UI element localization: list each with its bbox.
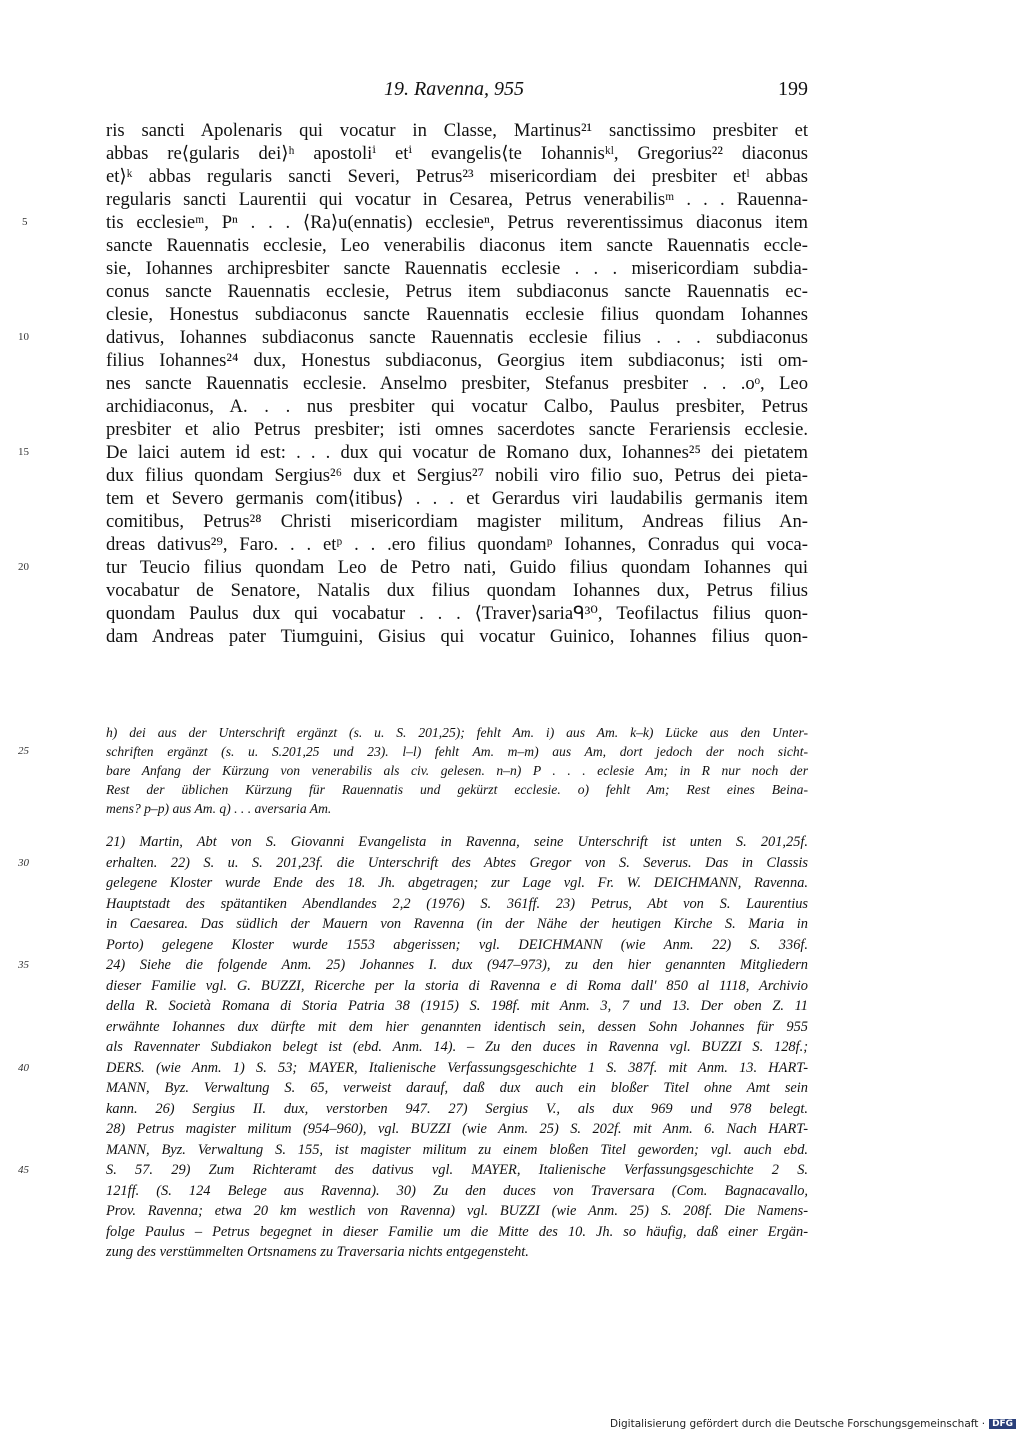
note-line: della R. Società Romana di Storia Patria 38 (1915) S. 198f. mit Anm. 3, 7 und 13. Der oben Z. 11 (106, 998, 808, 1014)
note-line (18, 1058, 808, 1079)
text-line: dux filius quondam Sergius²⁶ dux et Sergius²⁷ nobili viro filio suo, Petrus dei pieta- (106, 465, 808, 486)
note-line-content: S. 57. 29) Zum Richteramt des dativus vgl. MAYER, Italienische Verfassungsgeschichte 2 S. (106, 1162, 808, 1178)
note-line: kann. 26) Sergius II. dux, verstorben 947. 27) Sergius V., als dux 969 und 978 belegt. (106, 1100, 808, 1117)
text-line (18, 556, 808, 579)
text-line (18, 326, 808, 349)
note-line: als Ravennater Subdiakon belegt ist (ebd. Anm. 14). – Zu den duces in Ravenna vgl. BUZZI S. 128f.; (106, 1039, 808, 1055)
note-line-content: erhalten. 22) S. u. S. 201,23f. die Unterschrift des Abtes Gregor von S. Severus. Das in Classis (106, 854, 808, 871)
text-line: conus sancte Rauennatis ecclesie, Petrus item subdiaconus sancte Rauennatis ec- (106, 281, 808, 302)
note-line-content: DERS. (wie Anm. 1) S. 53; MAYER, Italienische Verfassungsgeschichte 1 S. 387f. mit Anm. 13. HART- (106, 1059, 808, 1076)
page-number: 199 (778, 78, 808, 100)
apparatus-line: mens? p–p) aus Am. q) . . . aversaria Am. (106, 801, 332, 816)
note-line (18, 955, 808, 976)
line-number: 15 (18, 446, 29, 458)
critical-apparatus (18, 723, 808, 818)
text-line: tem et Severo germanis com⟨itibus⟩ . . . et Gerardus viri laudabilis germanis item (106, 488, 808, 509)
text-line: comitibus, Petrus²⁸ Christi misericordiam magister militum, Andreas filius An- (106, 511, 808, 532)
main-text (18, 119, 808, 648)
text-line (18, 441, 808, 464)
note-line: MANN, Byz. Verwaltung S. 155, ist magister militum zu einem bloßen Titel geworden; vgl. auch ebd. (106, 1141, 808, 1158)
note-line (18, 853, 808, 874)
line-number: 5 (22, 216, 28, 228)
note-line: folge Paulus – Petrus begegnet in dieser Familie um die Mitte des 10. Jh. so häufig, daß einer Ergän- (106, 1223, 808, 1240)
line-number: 45 (18, 1164, 29, 1176)
text-line-content: dativus, Iohannes subdiaconus sancte Rauennatis ecclesie filius . . . subdiaconus (106, 327, 808, 348)
running-head-title: 19. Ravenna, 955 (384, 78, 524, 100)
note-line: Porto) gelegene Kloster wurde 1553 abgerissen; vgl. DEICHMANN (wie Anm. 22) S. 336f. (106, 936, 808, 953)
note-line: zung des verstümmelten Ortsnamens zu Traversaria nichts entgegensteht. (106, 1244, 529, 1260)
line-number: 20 (18, 561, 29, 573)
note-line: MANN, Byz. Verwaltung S. 65, verweist darauf, daß dux auch ein bloßer Titel ohne Amt sein (106, 1080, 808, 1096)
note-line: 121ff. (S. 124 Belege aus Ravenna). 30) Zu den duces von Traversara (Com. Bagnacavallo, (106, 1182, 808, 1199)
line-number: 30 (18, 856, 29, 869)
apparatus-line: h) dei aus der Unterschrift ergänzt (s. u. S. 201,25); fehlt Am. i) aus Am. k–k) Lücke aus den Unter- (106, 725, 808, 740)
apparatus-line (18, 742, 808, 761)
text-line: ris sancti Apolenaris qui vocatur in Classe, Martinus²¹ sanctissimo presbiter et (106, 120, 808, 141)
text-line: et⟩ᵏ abbas regularis sancti Severi, Petrus²³ misericordiam dei presbiter etˡ abbas (106, 166, 808, 187)
text-line: abbas re⟨gularis dei⟩ʰ apostoliⁱ etⁱ evangelis⟨te Iohannisᵏˡ, Gregorius²² diaconus (106, 143, 808, 164)
dfg-logo: DFG (989, 1419, 1016, 1429)
text-line: dam Andreas pater Tiumguini, Gisius qui vocatur Guinico, Iohannes filius quon- (106, 626, 808, 647)
text-line: archidiaconus, A. . . nus presbiter qui vocatur Calbo, Paulus presbiter, Petrus (106, 396, 808, 417)
text-line: regularis sancti Laurentii qui vocatur in Cesarea, Petrus venerabilisᵐ . . . Rauenna- (106, 189, 808, 210)
apparatus-line: Rest der üblichen Kürzung für Rauennatis und gekürzt ecclesie. o) fehlt Am; Rest eines Beina- (106, 782, 808, 797)
text-line: dreas dativus²⁹, Faro. . . etᵖ . . .ero filius quondamᵖ Iohannes, Conradus qui voca- (106, 534, 808, 555)
text-line: nes sancte Rauennatis ecclesie. Anselmo presbiter, Stefanus presbiter . . .oᵒ, Leo (106, 373, 808, 394)
text-line: vocabatur de Senatore, Natalis dux filius quondam Iohannes dux, Petrus filius (106, 580, 808, 601)
note-line: Prov. Ravenna; etwa 20 km westlich von Ravenna) vgl. BUZZI (wie Anm. 25) S. 208f. Die Namens- (106, 1203, 808, 1219)
text-line-content: tis ecclesieᵐ, Pⁿ . . . ⟨Ra⟩u(ennatis) ecclesieⁿ, Petrus reverentissimus diaconus item (106, 212, 808, 233)
text-line: sancte Rauennatis ecclesie, Leo venerabilis diaconus item sancte Rauennatis eccle- (106, 235, 808, 256)
text-line (22, 211, 808, 234)
note-line: erwähnte Iohannes dux dürfte mit dem hier genannten identisch sein, dessen Sohn Johannes für 955 (106, 1018, 808, 1035)
note-line: 28) Petrus magister militum (954–960), vgl. BUZZI (wie Anm. 25) S. 202f. mit Anm. 6. Nach HART- (106, 1121, 808, 1137)
apparatus-line-content: schriften ergänzt (s. u. S.201,25 und 23). l–l) fehlt Am. m–m) aus Am, dort jedoch der noch sicht- (106, 744, 808, 759)
note-line: dieser Familie vgl. G. BUZZI, Ricerche per la storia di Ravenna e di Roma dall' 850 al 1118, Archivio (106, 977, 808, 994)
text-line: sie, Iohannes archipresbiter sancte Rauennatis ecclesie . . . misericordiam subdia- (106, 258, 808, 279)
note-line: Hauptstadt des spätantiken Abendlandes 2,2 (1976) S. 361ff. 23) Petrus, Abt von S. Laurentius (106, 895, 808, 912)
commentary-notes (18, 832, 808, 1263)
text-line: clesie, Honestus subdiaconus sancte Rauennatis ecclesie filius quondam Iohannes (106, 304, 808, 325)
digitization-credit (610, 1418, 1016, 1430)
text-line-content: tur Teucio filius quondam Leo de Petro nati, Guido filius quondam Iohannes qui (106, 557, 808, 578)
note-line: gelegene Kloster wurde Ende des 18. Jh. abgetragen; zur Lage vgl. Fr. W. DEICHMANN, Ravenna. (106, 875, 808, 891)
text-line: quondam Paulus dux qui vocabatur . . . ⟨Traver⟩sariaᑫ³⁰, Teofilactus filius quon- (106, 603, 808, 624)
note-line: in Caesarea. Das südlich der Mauern von Ravenna (in der Nähe der heutigen Kirche S. Maria in (106, 916, 808, 932)
line-number: 35 (18, 959, 29, 971)
text-line: presbiter et alio Petrus presbiter; isti omnes sacerdotes sancte Ferariensis ecclesie. (106, 419, 808, 440)
line-number: 40 (18, 1061, 29, 1074)
apparatus-line: bare Anfang der Kürzung von venerabilis als civ. gelesen. n–n) P . . . eclesie Am; in R nur noch der (106, 763, 808, 778)
text-line: filius Iohannes²⁴ dux, Honestus subdiaconus, Georgius item subdiaconus; isti om- (106, 350, 808, 371)
note-line (18, 1160, 808, 1181)
line-number: 10 (18, 331, 29, 343)
note-line: 21) Martin, Abt von S. Giovanni Evangelista in Ravenna, seine Unterschrift ist unten S. 201,25f. (106, 834, 808, 850)
line-number: 25 (18, 745, 29, 757)
text-line-content: De laici autem id est: . . . dux qui vocatur de Romano dux, Iohannes²⁵ dei pietatem (106, 442, 808, 463)
credit-text: Digitalisierung gefördert durch die Deutsche Forschungsgemeinschaft · (610, 1418, 986, 1430)
note-line-content: 24) Siehe die folgende Anm. 25) Johannes I. dux (947–973), zu den hier genannten Mitgliedern (106, 957, 808, 973)
